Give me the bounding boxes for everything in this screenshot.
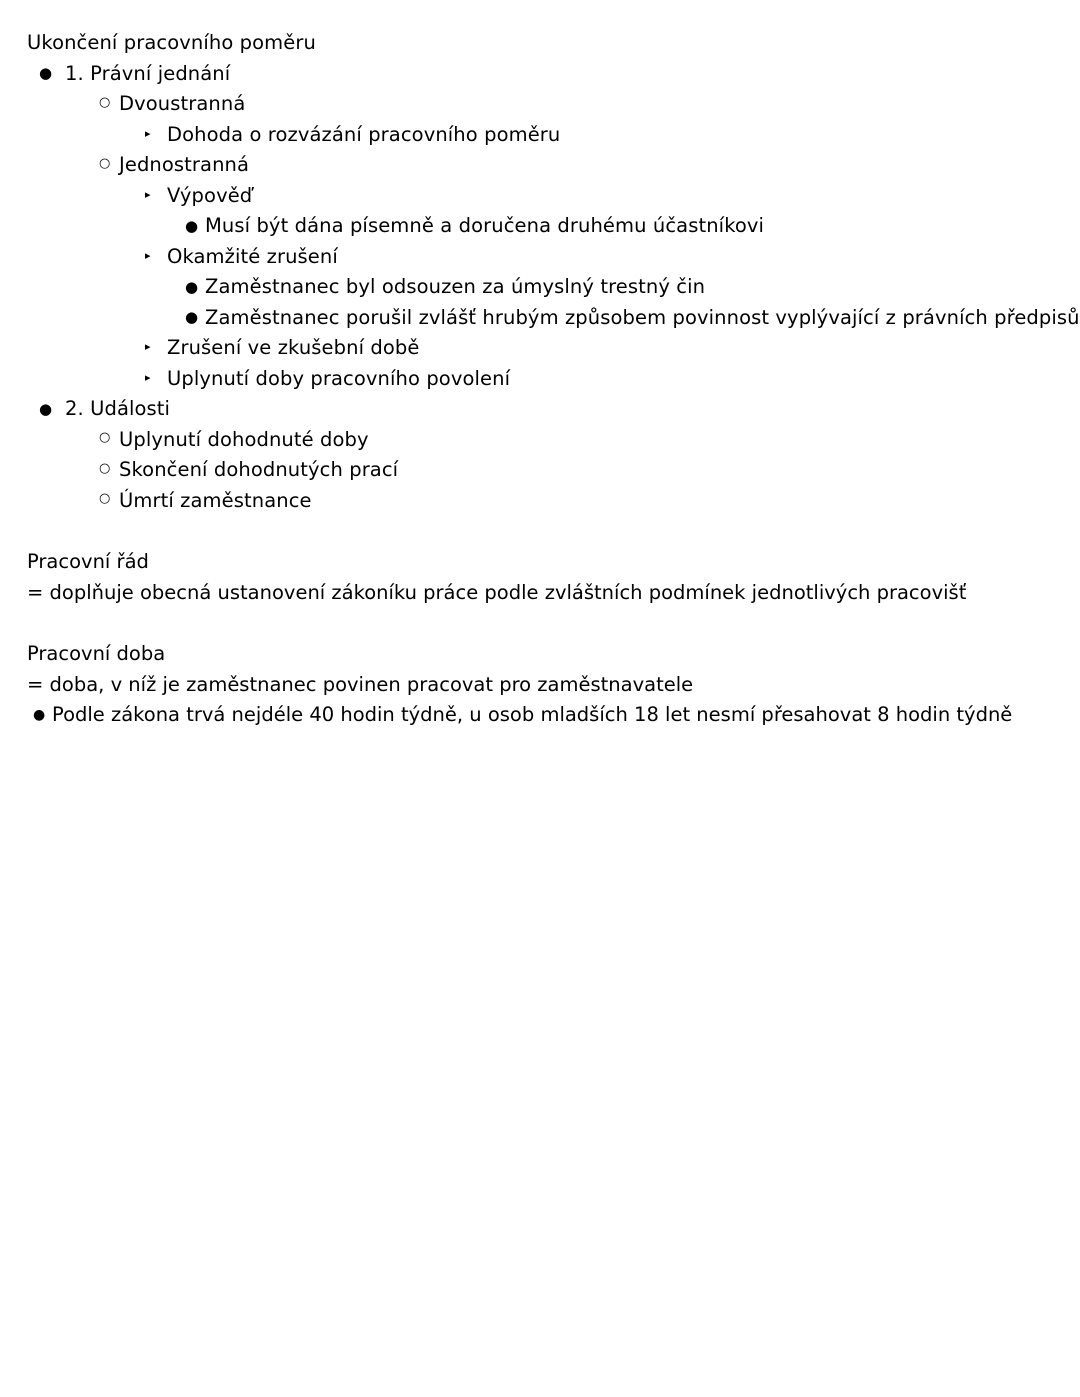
outline-section <box>27 28 1080 516</box>
outline-item-6 <box>27 211 1050 242</box>
triangle-bullet-icon: ▸ <box>145 187 151 201</box>
triangle-bullet-icon: ▸ <box>145 340 151 353</box>
outline-item-14 <box>27 455 1050 486</box>
outline-item-label: Zaměstnanec byl odsouzen za úmyslný trestný čin <box>205 275 706 298</box>
triangle-bullet-icon: ▸ <box>145 370 151 384</box>
disc-bullet-icon: ● <box>39 399 53 418</box>
circle-bullet-icon: ○ <box>99 430 111 445</box>
outline-item-label: Výpověď <box>167 183 253 207</box>
pracovni-doba-bullet-text: Podle zákona trvá nejdéle 40 hodin týdně, u osob mladších 18 let nesmí přesahovat 8 hodin týdně <box>52 703 1013 726</box>
outline-item-15 <box>27 486 1050 517</box>
outline-item-label: Uplynutí dohodnuté doby <box>119 427 369 451</box>
pracovni-doba-definition <box>27 670 1050 701</box>
outline-item-label: Skončení dohodnutých prací <box>119 458 399 481</box>
pracovni-doba-definition-text: = doba, v níž je zaměstnanec povinen pracovat pro zaměstnavatele <box>27 672 694 696</box>
outline-item-label: Zaměstnanec porušil zvlášť hrubým způsobem povinnost vyplývající z právních předpisů <box>205 305 1080 329</box>
circle-bullet-icon: ○ <box>99 491 111 506</box>
circle-bullet-icon: ○ <box>99 460 111 476</box>
pracovni-rad-heading <box>27 547 1050 578</box>
outline-item-9 <box>27 303 1080 334</box>
pracovni-rad-definition <box>27 578 1050 609</box>
pracovni-doba-heading <box>27 639 1050 670</box>
disc-bullet-icon: ● <box>185 277 199 296</box>
outline-item-label: Úmrtí zaměstnance <box>119 488 312 512</box>
section-spacer <box>27 608 1050 639</box>
pracovni-rad-heading-text: Pracovní řád <box>27 550 149 573</box>
pracovni-rad-section <box>27 547 1050 608</box>
outline-item-8 <box>27 272 1050 303</box>
outline-item-label: Dohoda o rozvázání pracovního poměru <box>167 122 561 146</box>
outline-item-label: Okamžité zrušení <box>167 244 338 268</box>
outline-heading <box>27 28 1050 59</box>
circle-bullet-icon: ○ <box>99 155 111 171</box>
triangle-bullet-icon: ▸ <box>145 126 151 140</box>
outline-item-label: Jednostranná <box>119 153 250 176</box>
outline-item-11 <box>27 364 1050 395</box>
outline-item-12 <box>27 394 1050 425</box>
outline-item-2 <box>27 89 1050 120</box>
outline-heading-text: Ukončení pracovního poměru <box>27 31 316 54</box>
outline-item-7 <box>27 242 1050 273</box>
disc-bullet-icon: ● <box>185 216 199 235</box>
pracovni-doba-heading-text: Pracovní doba <box>27 642 166 665</box>
outline-item-13 <box>27 425 1050 456</box>
disc-bullet-icon: ● <box>39 64 53 82</box>
outline-item-10 <box>27 333 1050 364</box>
outline-item-3 <box>27 120 1050 151</box>
outline-item-5 <box>27 181 1050 212</box>
disc-bullet-icon: ● <box>33 706 46 723</box>
outline-item-label: Zrušení ve zkušební době <box>167 336 420 359</box>
pracovni-doba-bullet-item <box>27 700 1050 731</box>
outline-item-1 <box>27 59 1050 90</box>
pracovni-rad-definition-text: = doplňuje obecná ustanovení zákoníku práce podle zvláštních podmínek jednotlivých pracovišť <box>27 580 967 604</box>
outline-item-label: Uplynutí doby pracovního povolení <box>167 366 511 390</box>
disc-bullet-icon: ● <box>185 308 199 326</box>
outline-item-label: 1. Právní jednání <box>65 61 231 85</box>
outline-item-label: Dvoustranná <box>119 92 246 115</box>
outline-item-label: 2. Události <box>65 397 171 420</box>
section-spacer <box>27 516 1050 547</box>
circle-bullet-icon: ○ <box>99 94 111 110</box>
outline-item-4 <box>27 150 1050 181</box>
pracovni-doba-section <box>27 639 1050 731</box>
triangle-bullet-icon: ▸ <box>145 248 151 262</box>
outline-item-label: Musí být dána písemně a doručena druhému účastníkovi <box>205 214 765 237</box>
